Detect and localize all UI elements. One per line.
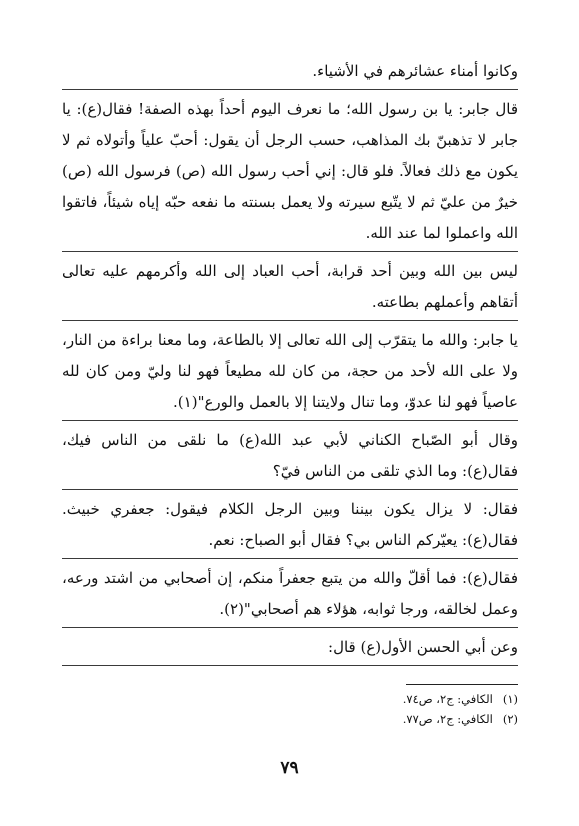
footnote-separator	[406, 684, 518, 685]
footnote-1	[62, 689, 518, 709]
page-number: ٧٩	[280, 758, 299, 778]
paragraph-divider	[62, 558, 518, 559]
footnote-2	[62, 709, 518, 729]
paragraph-divider	[62, 420, 518, 421]
paragraph-8: وعن أبي الحسن الأول(ع) قال:	[328, 638, 518, 656]
paragraph-4: يا جابر: والله ما يتقرّب إلى الله تعالى إلا بالطاعة، وما معنا براءة من النار، ولا على الله لأحد من حجة، من كان لله مطيعاً فهو لنا وليّ ومن كان لله عاصياً فهو لنا عدوّ، وما تنال ولايتنا إلا بالعمل والورع"(١).	[62, 331, 518, 411]
paragraph-6: فقال: لا يزال يكون بيننا وبين الرجل الكلام فيقول: جعفري خبيث. فقال(ع): يعيّركم الناس بي؟ فقال أبو الصباح: نعم.	[62, 500, 518, 549]
paragraph-7: فقال(ع): فما أقلّ والله من يتبع جعفراً منكم، إن أصحابي من اشتد ورعه، وعمل لخالقه، ورجا ثوابه، هؤلاء هم أصحابي"(٢).	[62, 569, 518, 618]
footnote-number: (٢)	[502, 712, 518, 726]
paragraph-2: قال جابر: يا بن رسول الله؛ ما نعرف اليوم أحداً بهذه الصفة! فقال(ع): يا جابر لا تذهبنّ بك المذاهب، حسب الرجل أن يقول: أحبّ علياً وأتولاه ثم لا يكون مع ذلك فعالاً. فلو قال: إني أحب رسول الله (ص) فرسول الله (ص) خيرٌ من عليّ ثم لا يتّبع سيرته ولا يعمل بسنته ما نفعه حبّه إياه شيئاً، فاتقوا الله واعملوا لما عند الله.	[62, 100, 518, 242]
paragraph-divider	[62, 251, 518, 252]
paragraph-divider	[62, 665, 518, 666]
footnote-text: الكافي: ج٢، ص٧٧.	[402, 712, 493, 726]
paragraph-divider	[62, 489, 518, 490]
paragraph-5: وقال أبو الصّباح الكناني لأبي عبد الله(ع) ما نلقى من الناس فيك، فقال(ع): وما الذي تلقى من الناس فيّ؟	[62, 431, 518, 480]
footnote-number: (١)	[502, 692, 518, 706]
paragraph-3: ليس بين الله وبين أحد قرابة، أحب العباد إلى الله وأكرمهم عليه تعالى أتقاهم وأعملهم بطاعته.	[62, 262, 518, 311]
paragraph-divider	[62, 320, 518, 321]
paragraph-divider	[62, 89, 518, 90]
page-body	[62, 56, 518, 729]
paragraph-1: وكانوا أمناء عشائرهم في الأشياء.	[312, 62, 518, 80]
footnote-text: الكافي: ج٢، ص٧٤.	[402, 692, 493, 706]
paragraph-divider	[62, 627, 518, 628]
